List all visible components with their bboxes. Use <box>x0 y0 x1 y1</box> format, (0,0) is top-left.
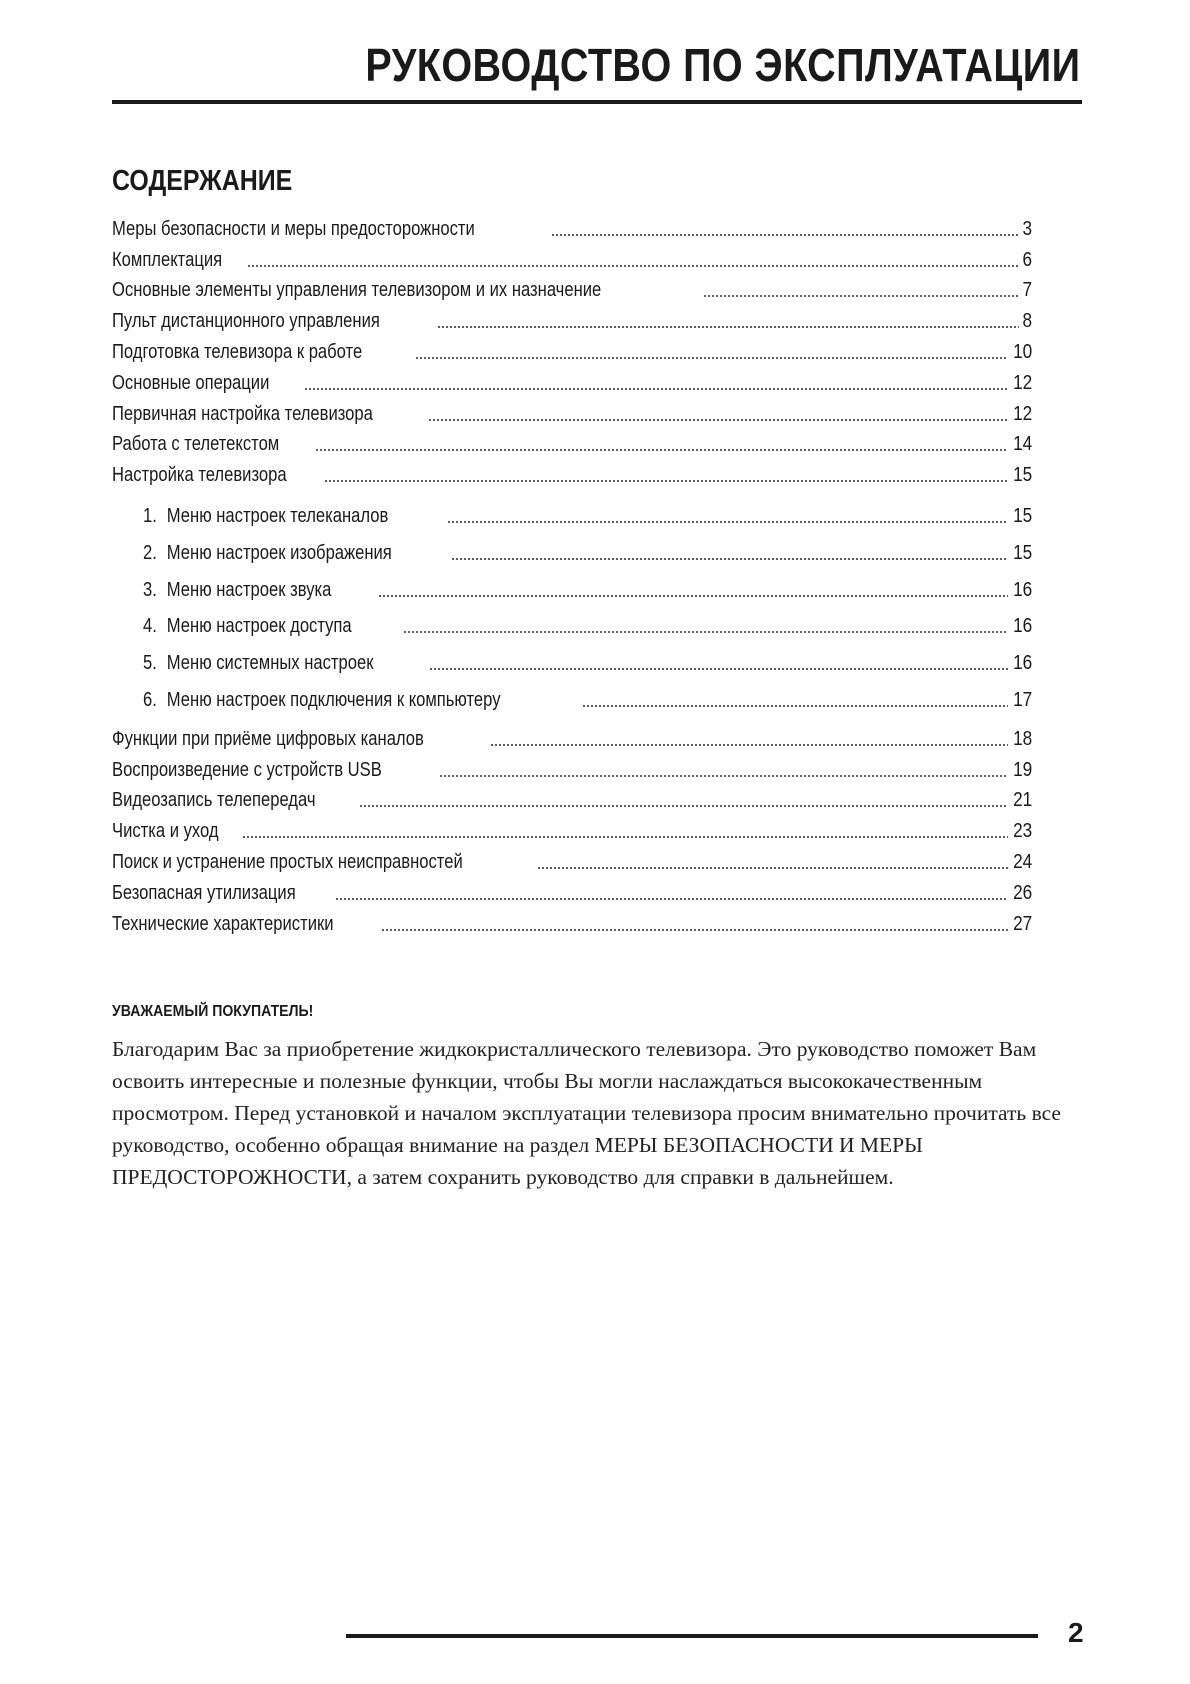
toc-subentry[interactable] <box>112 567 1032 604</box>
toc-subentry-page: 16 <box>1012 615 1032 638</box>
toc-entry-page: 26 <box>1012 881 1032 904</box>
toc-subentry[interactable] <box>112 530 1032 567</box>
table-of-contents <box>112 212 1032 938</box>
toc-entry-page: 8 <box>1022 310 1032 333</box>
toc-subentry-page: 16 <box>1012 578 1032 601</box>
dot-leader <box>447 520 1008 524</box>
toc-entry[interactable] <box>112 845 1032 876</box>
dot-leader <box>551 233 1019 237</box>
page-number: 2 <box>1068 1617 1084 1648</box>
toc-entry-label: Безопасная утилизация <box>112 881 296 904</box>
dot-leader <box>703 294 1018 298</box>
toc-entry[interactable] <box>112 335 1032 366</box>
toc-subentry-page: 15 <box>1012 504 1032 527</box>
toc-subentry-label <box>112 543 392 567</box>
toc-entry[interactable] <box>112 814 1032 845</box>
toc-subentry-page: 15 <box>1012 541 1032 564</box>
toc-entry-page: 19 <box>1012 758 1032 781</box>
dot-leader <box>403 630 1008 634</box>
toc-subentry-text: Меню настроек доступа <box>166 615 352 638</box>
toc-entry-label: Подготовка телевизора к работе <box>112 340 363 363</box>
toc-subentry-number: 6. <box>142 688 157 711</box>
toc-subentry-label <box>112 506 388 530</box>
toc-entry[interactable] <box>112 243 1032 274</box>
toc-entry[interactable] <box>112 876 1032 907</box>
dot-leader <box>324 479 1007 483</box>
toc-entry-label: Поиск и устранение простых неисправностей <box>112 850 463 873</box>
toc-subentry[interactable] <box>112 493 1032 530</box>
toc-entry[interactable] <box>112 274 1032 305</box>
dot-leader <box>437 325 1019 329</box>
toc-entry-label: Настройка телевизора <box>112 464 287 487</box>
greeting-heading: УВАЖАЕМЫЙ ПОКУПАТЕЛЬ! <box>112 1003 314 1020</box>
toc-entry-label: Пульт дистанционного управления <box>112 310 380 333</box>
toc-entry-label: Функции при приёме цифровых каналов <box>112 727 424 750</box>
toc-entry[interactable] <box>112 722 1032 753</box>
toc-entry-label: Видеозапись телепередач <box>112 789 316 812</box>
footer-divider <box>346 1634 1038 1638</box>
dot-leader <box>490 743 1008 747</box>
toc-subentry-number: 5. <box>142 652 157 675</box>
toc-entry-page: 18 <box>1012 727 1032 750</box>
toc-entry-page: 24 <box>1012 850 1032 873</box>
toc-entry-page: 14 <box>1012 433 1032 456</box>
toc-subentry-number: 2. <box>142 541 157 564</box>
dot-leader <box>381 928 1008 932</box>
toc-entry[interactable] <box>112 366 1032 397</box>
dot-leader <box>242 835 1007 839</box>
toc-entry-page: 23 <box>1012 820 1032 843</box>
toc-entry-page: 7 <box>1022 279 1032 302</box>
toc-entry-page: 15 <box>1012 464 1032 487</box>
toc-subentry[interactable] <box>112 604 1032 641</box>
toc-entry-label: Работа с телетекстом <box>112 433 280 456</box>
toc-entry[interactable] <box>112 458 1032 489</box>
dot-leader <box>439 774 1008 778</box>
dot-leader <box>247 264 1019 268</box>
toc-entry[interactable] <box>112 397 1032 428</box>
toc-entry[interactable] <box>112 304 1032 335</box>
header-divider <box>112 100 1082 104</box>
dot-leader <box>415 356 1007 360</box>
toc-subentry-label <box>112 690 501 714</box>
toc-entry-page: 12 <box>1012 371 1032 394</box>
toc-entry[interactable] <box>112 428 1032 459</box>
toc-subentry-label <box>112 580 331 604</box>
toc-subentry[interactable] <box>112 677 1032 714</box>
dot-leader <box>428 418 1007 422</box>
toc-entry-page: 12 <box>1012 402 1032 425</box>
dot-leader <box>304 387 1008 391</box>
toc-subentry-text: Меню настроек звука <box>166 578 332 601</box>
dot-leader <box>378 594 1007 598</box>
toc-heading: СОДЕРЖАНИЕ <box>112 165 293 197</box>
toc-entry-page: 3 <box>1022 217 1032 240</box>
dot-leader <box>582 704 1008 708</box>
toc-entry-label: Комплектация <box>112 248 223 271</box>
toc-entry-label: Основные операции <box>112 371 270 394</box>
toc-subentry-page: 16 <box>1012 652 1032 675</box>
toc-entry-label: Воспроизведение с устройств USB <box>112 758 382 781</box>
toc-entry[interactable] <box>112 212 1032 243</box>
toc-subentry-text: Меню настроек подключения к компьютеру <box>166 688 501 711</box>
toc-entry-label: Меры безопасности и меры предосторожности <box>112 217 475 240</box>
document-title: РУКОВОДСТВО ПО ЭКСПЛУАТАЦИИ <box>364 39 1080 91</box>
toc-subentry-number: 3. <box>142 578 157 601</box>
dot-leader <box>335 897 1007 901</box>
toc-entry[interactable] <box>112 907 1032 938</box>
toc-entry-label: Первичная настройка телевизора <box>112 402 373 425</box>
toc-entry-page: 6 <box>1022 248 1032 271</box>
toc-entry-label: Чистка и уход <box>112 820 219 843</box>
toc-subentry[interactable] <box>112 640 1032 677</box>
dot-leader <box>315 448 1007 452</box>
toc-entry-page: 27 <box>1012 912 1032 935</box>
toc-subentry-text: Меню настроек телеканалов <box>166 504 389 527</box>
dot-leader <box>451 557 1008 561</box>
toc-subentry-number: 4. <box>142 615 157 638</box>
toc-entry-label: Технические характеристики <box>112 912 334 935</box>
toc-entry-label: Основные элементы управления телевизором и их назначение <box>112 279 602 302</box>
toc-subentry-label <box>112 653 373 677</box>
toc-subentry-number: 1. <box>142 504 157 527</box>
toc-subentry-text: Меню настроек изображения <box>166 541 392 564</box>
greeting-paragraph: Благодарим Вас за приобретение жидкокристаллического телевизора. Это руководство поможет Вам освоить интересные и полезные функции, чтобы Вы могли наслаждаться высококачественным просмотром. Перед установкой и началом эксплуатации телевизора просим внимательно прочитать все руководство, особенно обращая внимание на раздел МЕРЫ БЕЗОПАСНОСТИ И МЕРЫ ПРЕДОСТОРОЖНОСТИ, а затем сохранить руководство для справки в дальнейшем. <box>112 1037 1061 1189</box>
toc-entry-page: 21 <box>1012 789 1032 812</box>
dot-leader <box>359 804 1008 808</box>
toc-entry[interactable] <box>112 753 1032 784</box>
toc-entry-page: 10 <box>1012 340 1032 363</box>
toc-subentry-text: Меню системных настроек <box>166 652 374 675</box>
dot-leader <box>537 866 1008 870</box>
toc-subentry-page: 17 <box>1012 688 1032 711</box>
dot-leader <box>429 667 1008 671</box>
toc-subentry-label <box>112 616 352 640</box>
toc-entry[interactable] <box>112 784 1032 815</box>
